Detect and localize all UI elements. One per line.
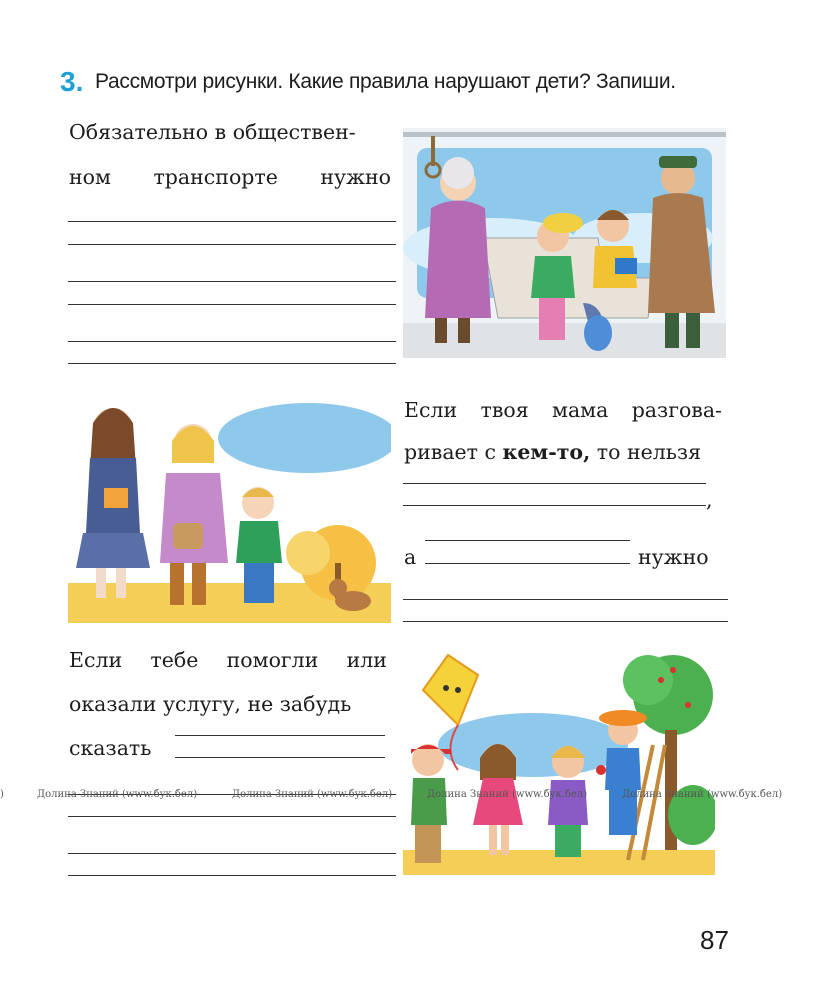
answer-line[interactable] bbox=[403, 621, 728, 622]
word: нужно bbox=[320, 165, 391, 189]
word: Если bbox=[69, 648, 123, 672]
garden-illustration bbox=[403, 650, 715, 875]
street-illustration bbox=[68, 393, 391, 623]
answer-line[interactable] bbox=[68, 853, 396, 854]
answer-line[interactable] bbox=[68, 341, 396, 342]
page-number: 87 bbox=[700, 925, 729, 955]
block2-line2 bbox=[404, 440, 701, 464]
word: транспорте bbox=[153, 165, 278, 189]
word: или bbox=[346, 648, 387, 672]
answer-line[interactable] bbox=[68, 875, 396, 876]
answer-line[interactable] bbox=[403, 483, 706, 484]
answer-line[interactable] bbox=[68, 281, 396, 282]
word: ном bbox=[69, 165, 111, 189]
word: Если bbox=[404, 398, 458, 422]
answer-line[interactable] bbox=[68, 221, 396, 222]
text-fragment: то нельзя bbox=[590, 440, 702, 464]
watermark-text: Долина Знаний (www.бук.бел) bbox=[622, 789, 783, 800]
block3-line3: сказать bbox=[69, 736, 152, 760]
task-number: 3. bbox=[60, 66, 84, 97]
conjunction-a: а bbox=[404, 545, 417, 569]
word-needed: нужно bbox=[638, 545, 709, 569]
watermark-text: Долина Знаний (www.бук.бел) bbox=[232, 789, 393, 800]
answer-line[interactable] bbox=[68, 304, 396, 305]
text-fragment: ривает с bbox=[404, 440, 503, 464]
block1-line2 bbox=[69, 165, 391, 189]
block3-line2: оказали услугу, не забудь bbox=[69, 692, 352, 716]
answer-line[interactable] bbox=[68, 816, 396, 817]
answer-line[interactable] bbox=[425, 563, 630, 564]
answer-line[interactable] bbox=[175, 757, 385, 758]
word: твоя bbox=[480, 398, 529, 422]
watermark-edge: ) bbox=[0, 789, 4, 800]
answer-line[interactable] bbox=[68, 363, 396, 364]
block1-line1: Обязательно в обществен- bbox=[69, 120, 356, 144]
word: разгова- bbox=[631, 398, 722, 422]
watermark-text: Долина Знаний (www.бук.бел) bbox=[37, 789, 198, 800]
answer-line[interactable] bbox=[425, 540, 630, 541]
comma: , bbox=[706, 488, 713, 512]
answer-line[interactable] bbox=[403, 505, 706, 506]
watermark-text: Долина Знаний (www.бук.бел) bbox=[427, 789, 588, 800]
block3-line1 bbox=[69, 648, 387, 672]
word: тебе bbox=[150, 648, 199, 672]
word: мама bbox=[552, 398, 609, 422]
answer-line[interactable] bbox=[175, 735, 385, 736]
text-fragment-bold: кем-то, bbox=[502, 440, 591, 464]
task-instruction: Рассмотри рисунки. Какие правила нарушают дети? Запиши. bbox=[95, 70, 676, 93]
answer-line[interactable] bbox=[68, 244, 396, 245]
bus-illustration bbox=[403, 128, 726, 358]
block2-line1 bbox=[404, 398, 722, 422]
answer-line[interactable] bbox=[403, 599, 728, 600]
word: помогли bbox=[226, 648, 319, 672]
